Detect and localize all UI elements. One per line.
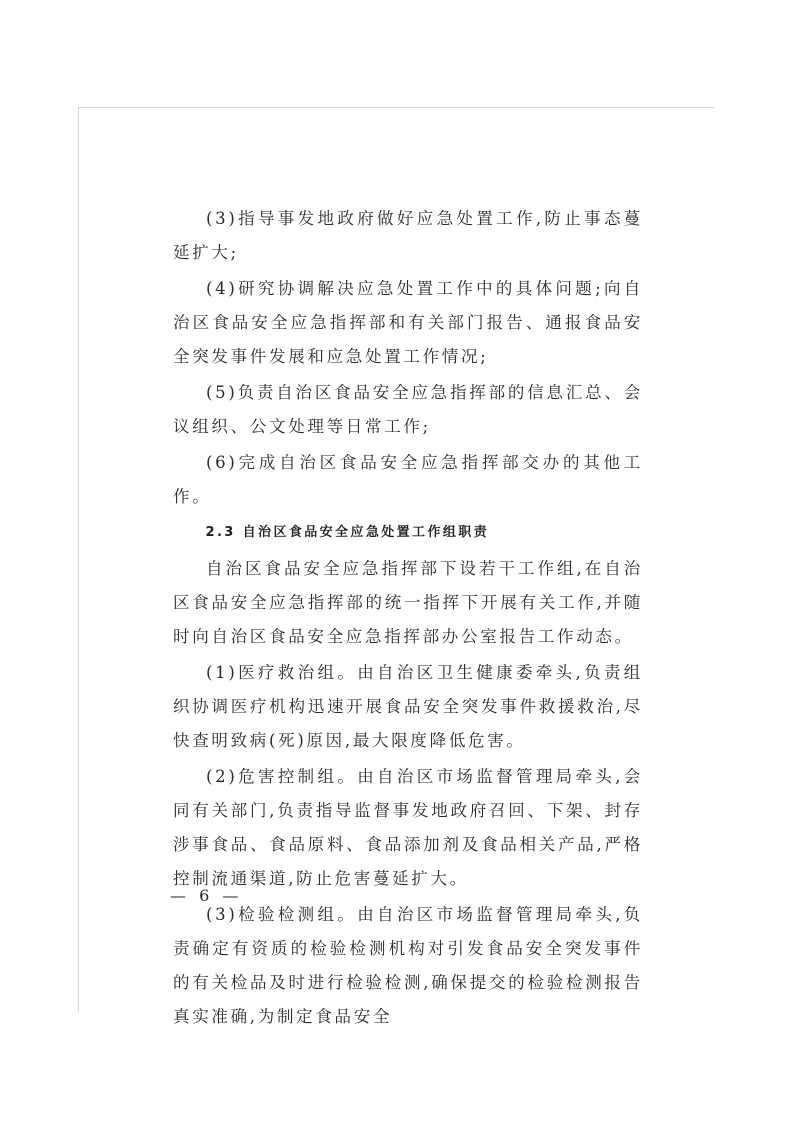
page-top-border [78, 107, 714, 108]
paragraph-item-3: (3)指导事发地政府做好应急处置工作,防止事态蔓延扩大; [173, 209, 643, 262]
inspection-testing-group-paragraph: (3)检验检测组。由自治区市场监督管理局牵头,负责确定有资质的检验检测机构对引发食品安全突发事件的有关检品及时进行检验检测,确保提交的检验检测报告真实准确,为制定食品安全 [173, 905, 643, 1026]
paragraph-item-6: (6)完成自治区食品安全应急指挥部交办的其他工作。 [173, 453, 643, 506]
section-intro-paragraph: 自治区食品安全应急指挥部下设若干工作组,在自治区食品安全应急指挥部的统一指挥下开展有关工作,并随时向自治区食品安全应急指挥部办公室报告工作动态。 [173, 559, 643, 646]
paragraph-item-5: (5)负责自治区食品安全应急指挥部的信息汇总、会议组织、公文处理等日常工作; [173, 383, 643, 436]
hazard-control-group-paragraph: (2)危害控制组。由自治区市场监督管理局牵头,会同有关部门,负责指导监督事发地政府召回、下架、封存涉事食品、食品原料、食品添加剂及食品相关产品,严格控制流通渠道,防止危害蔓延扩大。 [173, 767, 643, 888]
section-heading: 2.3 自治区食品安全应急处置工作组职责 [205, 525, 490, 540]
page-left-border [78, 107, 79, 1012]
paragraph-item-4: (4)研究协调解决应急处置工作中的具体问题;向自治区食品安全应急指挥部和有关部门报告、通报食品安全突发事件发展和应急处置工作情况; [173, 279, 643, 366]
page-number: — 6 — [170, 886, 243, 905]
document-body [173, 202, 643, 1036]
medical-treatment-group-paragraph: (1)医疗救治组。由自治区卫生健康委牵头,负责组织协调医疗机构迅速开展食品安全突发事件救援救治,尽快查明致病(死)原因,最大限度降低危害。 [173, 663, 643, 750]
